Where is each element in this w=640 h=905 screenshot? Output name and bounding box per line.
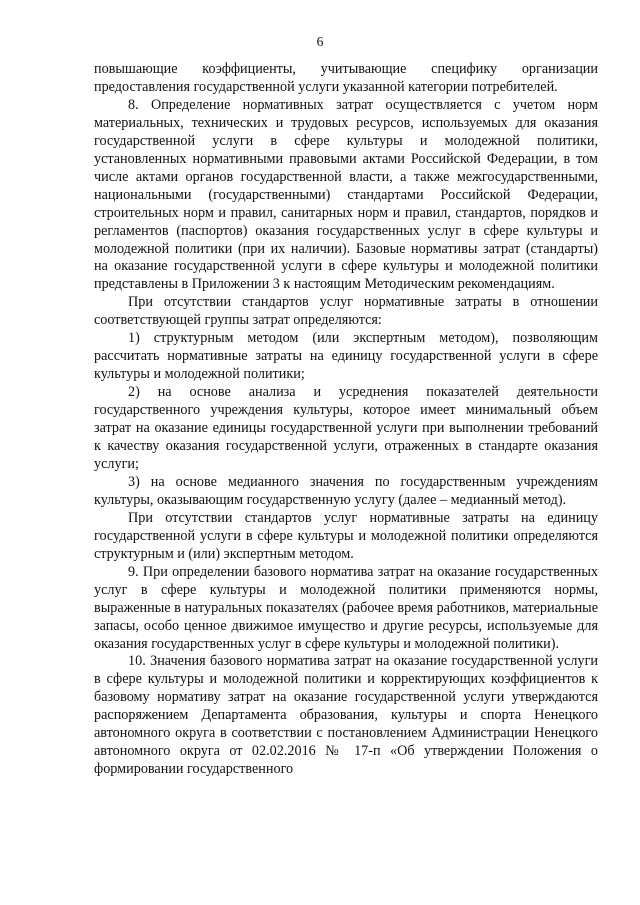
paragraph-continuation: повышающие коэффициенты, учитывающие специфику организации предоставления государственной услуги указанной категории потребителей.: [94, 61, 598, 95]
list-item-3: 3) на основе медианного значения по государственным учреждениям культуры, оказывающим государственную услугу (далее – медианный метод).: [94, 473, 598, 508]
document-body: [94, 61, 598, 779]
paragraph-item-8: 8. Определение нормативных затрат осуществляется с учетом норм материальных, технических и трудовых ресурсов, используемых для оказания государственной услуги в сфере культуры и молодежной политики, установленных нормативными правовыми актами Российской Федерации, в том числе актами органов государственной власти, а также межгосударственными, национальными (государственными) стандартами Российской Федерации, строительных норм и правил, санитарных норм и правил, стандартов, порядков и регламентов (паспортов) оказания государственных услуг в сфере культуры и молодежной политики (при их наличии). Базовые нормативы затрат (стандарты) на оказание государственной услуги в сфере культуры и молодежной политики представлены в Приложении 3 к настоящим Методическим рекомендациям.: [94, 96, 598, 293]
list-item-1: 1) структурным методом (или экспертным методом), позволяющим рассчитать нормативные затраты на единицу государственной услуги в сфере культуры и молодежной политики;: [94, 330, 598, 383]
page-number: 6: [316, 34, 324, 49]
paragraph-item-10: 10. Значения базового норматива затрат на оказание государственной услуги в сфере культуры и молодежной политики и корректирующих коэффициентов к базовому нормативу затрат на оказание государственной услуги утверждаются распоряжением Департамента образования, культуры и спорта Ненецкого автономного округа в соответствии с постановлением Администрации Ненецкого автономного округа от 02.02.2016 № 17-п «Об утверждении Положения о формировании государственного: [94, 653, 598, 778]
paragraph-no-standards-unit: При отсутствии стандартов услуг нормативные затраты на единицу государственной услуги в сфере культуры и молодежной политики определяются структурным и (или) экспертным методом.: [94, 509, 598, 562]
paragraph-no-standards: При отсутствии стандартов услуг нормативные затраты в отношении соответствующей группы затрат определяются:: [94, 294, 598, 329]
list-item-2: 2) на основе анализа и усреднения показателей деятельности государственного учреждения культуры, которое имеет минимальный объем затрат на оказание единицы государственной услуги при выполнении требований к качеству оказания государственной услуги, отраженных в стандарте оказания услуги;: [94, 384, 598, 472]
paragraph-item-9: 9. При определении базового норматива затрат на оказание государственных услуг в сфере культуры и молодежной политики применяются нормы, выраженные в натуральных показателях (рабочее время работников, материальные запасы, особо ценное движимое имущество и другие ресурсы, используемые для оказания государственных услуг в сфере культуры и молодежной политики).: [94, 563, 598, 652]
